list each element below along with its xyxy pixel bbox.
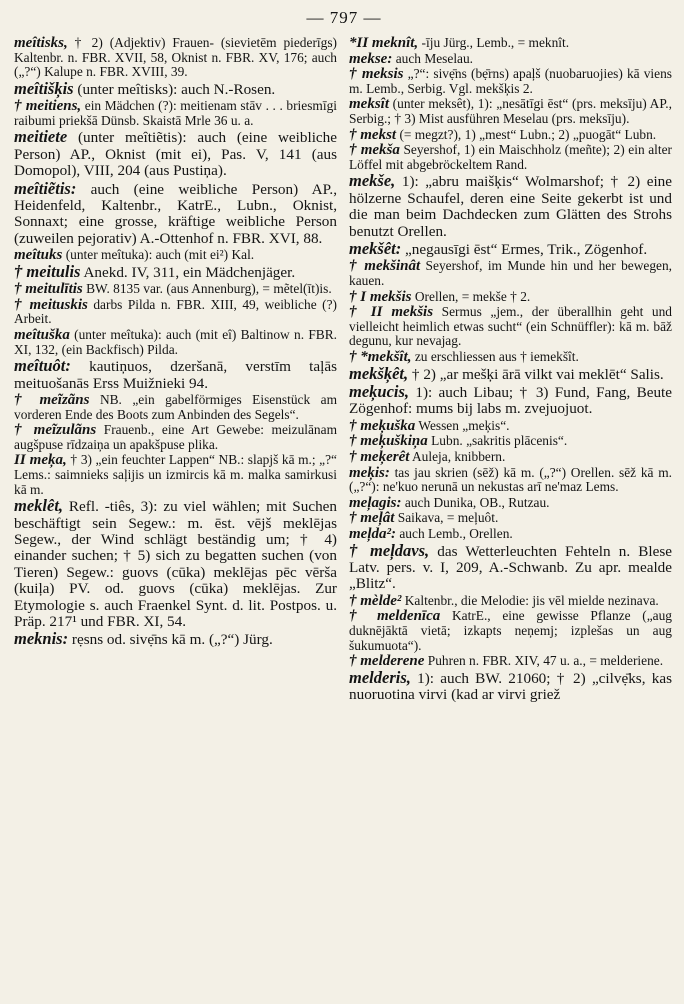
entry-headword: † *mekšît,	[349, 348, 412, 365]
entry-body: Refl. -tiês, 3): zu viel wählen; mit Suchen beschäftigt sein Segew.: m. ēst. vējš meklējas Segew., der Wind schlägt beständig um; † 4) einander suchen; † 5) sich zu begatten suchen (von Tieren) Segew.: guovs (cūka) meklējas pēc vērša (kuiļa) PV. od. guovs (cūka) meklējas. Zur Etymologie s. auch Fraenkel Synt. d. lit. Postpos. u. Präp. 217¹ und FBR. XI, 54.	[14, 498, 337, 630]
entry-headword: II meķa,	[14, 452, 67, 469]
entry-headword: † mèlde²	[349, 592, 402, 609]
entry-body: NB. „ein gabelförmiges Eisenstück am vorderen Ende des Boots zum Anbinden des Segels“.	[14, 392, 337, 422]
dictionary-entry	[14, 498, 337, 630]
entry-headword: † meitulis	[14, 261, 81, 281]
dictionary-entry	[349, 450, 672, 465]
entry-body: Frauenb., eine Art Gewebe: meizulānam augšpuse rīdzaiņa un apakšpuse plika.	[14, 422, 337, 452]
dictionary-entry	[14, 453, 337, 497]
entry-body: (unter meîtisks): auch N.-Rosen.	[77, 80, 276, 98]
entry-headword: melderis,	[349, 667, 411, 687]
entry-headword: meîtuôt:	[14, 356, 71, 376]
dictionary-entry	[349, 496, 672, 511]
dictionary-entry	[14, 423, 337, 452]
entry-body: KatrE., eine gewisse Pflanze („aug duknējāktā vietā; izkapts neņemj; izplešas un aug šukumuota“).	[349, 608, 672, 653]
dictionary-entry	[349, 527, 672, 542]
entry-headword: mekše,	[349, 171, 396, 191]
dictionary-entry	[349, 259, 672, 288]
entry-headword: meklêt,	[14, 496, 64, 516]
entry-body: Kaltenbr., die Melodie: jis vēl mielde nezinava.	[404, 592, 659, 608]
entry-body: Sermus „jem., der überallhin geht und vielleicht heimlich etwas sucht“ (ein Schnüffler): kā m. bāž degunu, kur nevajag.	[349, 304, 673, 349]
entry-body: † 2) (Adjektiv) Frauen- (sievietēm piederīgs) Kaltenbr. n. FBR. XVII, 58, Oknist n. FBR. XV, 176; auch („?“) Kalupe n. FBR. XVIII, 39.	[14, 35, 337, 80]
entry-headword: meitiete	[14, 127, 68, 147]
dictionary-entry	[349, 654, 672, 669]
entry-headword: † meķuškiņa	[349, 433, 428, 450]
dictionary-entry	[14, 358, 337, 392]
dictionary-entry	[349, 143, 672, 172]
entry-body: kautiņuos, dzeršanā, verstīm taļās meituošanās Erss Muižnieki 94.	[14, 358, 337, 392]
entry-headword: † II mekšis	[349, 304, 434, 321]
entry-body: BW. 8135 var. (aus Annenburg), = mẽtel(īt)is.	[86, 281, 332, 297]
entry-headword: mekšêt:	[349, 238, 402, 258]
entry-headword: meîtiẽtis:	[14, 178, 77, 198]
right-column	[349, 36, 672, 705]
dictionary-entry	[14, 178, 337, 248]
entry-headword: mekšķêt,	[349, 363, 409, 383]
dictionary-entry	[349, 466, 672, 495]
entry-body: -īju Jürg., Lemb., = meknît.	[421, 35, 570, 50]
dictionary-entry	[14, 328, 337, 357]
dictionary-entry	[14, 99, 337, 128]
entry-body: Anekd. IV, 311, ein Mädchenjäger.	[83, 263, 296, 281]
entry-headword: † I mekšis	[349, 288, 412, 305]
dictionary-entry	[349, 67, 672, 96]
entry-body: rẹsns od. sivẹ̄ns kā m. („?“) Jürg.	[71, 631, 273, 649]
dictionary-entry	[349, 511, 672, 526]
entry-headword: † melderene	[349, 653, 425, 670]
dictionary-entry	[349, 434, 672, 449]
entry-body: Seyershof, 1) ein Maischholz (meñte); 2) ein alter Löffel mit abgebröckeltem Rand.	[349, 142, 672, 172]
entry-body: † 3) „ein feuchter Lappen“ NB.: slapjš kā m.; „?“ Lems.: saimnieks saļijis un izmircis kā m. malka samirkusi kā m.	[14, 452, 337, 497]
entry-body: 1): auch BW. 21060; † 2) „cilvẹ̄ks, kas nuoruotina virvi (kad ar virvi griež	[349, 669, 672, 704]
dictionary-entry	[349, 594, 672, 609]
dictionary-entry	[349, 290, 672, 305]
entry-body: „?“: sivẹ̄ns (bẹ̄rns) apaļš (nuobaruojies) kā viens m. Lemb., Serbig. Vgl. mekšķis 2.	[349, 66, 672, 96]
dictionary-entry	[349, 381, 673, 418]
entry-body: Saikava, = meļuôt.	[397, 510, 499, 526]
entry-body: 1): auch Libau; † 3) Fund, Fang, Beute Zögenhof: mums bij labs m. zvejuojuot.	[349, 383, 673, 418]
entry-headword: † meķuška	[349, 417, 416, 434]
entry-headword: † meitulītis	[14, 281, 83, 298]
dictionary-entry	[14, 261, 337, 281]
entry-body: 1): „abru maišķis“ Wolmarshof; † 2) eine hölzerne Schaufel, deren eine Seite gekerbt ist und die man beim Dachdecken zum Glätten des Strohs benutzt Orellen.	[349, 173, 672, 240]
entry-headword: mekse:	[349, 50, 393, 67]
entry-body: das Wetterleuchten Fehteln n. Blese Latv. pers. v. I, 209, A.-Schwanb. Zu apr. mealde „Blitz“.	[349, 542, 673, 593]
entry-body: (= megzt?), 1) „mest“ Lubn.; 2) „puogāt“ Lubn.	[399, 126, 657, 142]
entry-body: darbs Pilda n. FBR. XIII, 49, weibliche (?) Arbeit.	[14, 296, 337, 327]
entry-headword: † mekšinât	[349, 258, 421, 275]
entry-headword: meksît	[349, 96, 389, 113]
dictionary-entry	[349, 52, 672, 67]
entry-headword: meķis:	[349, 464, 390, 481]
entry-body: tas jau skrien (sēž) kā m. („?“) Orellen. sēž kā m. („?“): ne'kuo nerunā un nekustas arī ne'maz Lems.	[349, 464, 672, 495]
dictionary-entry	[349, 97, 672, 126]
dictionary-entry	[349, 128, 672, 143]
dictionary-entry	[349, 363, 672, 383]
entry-body: zu erschliessen aus † iemekšît.	[414, 348, 579, 364]
entry-body: auch Dunika, OB., Rutzau.	[404, 494, 550, 510]
entry-headword: meļagis:	[349, 494, 402, 511]
page-number: — 797 —	[306, 8, 382, 27]
dictionary-entry	[349, 667, 672, 704]
dictionary-entry	[349, 36, 672, 51]
dictionary-entry	[349, 305, 672, 349]
dictionary-entry	[14, 78, 337, 98]
dictionary-entry	[14, 298, 337, 327]
dictionary-entry	[14, 631, 337, 648]
entry-body: (unter meîtiẽtis): auch (eine weibliche Person) AP., Oknist (mit ei), Pas. V, 141 (aus Domopol), VIII, 204 (aus Pustiņa).	[14, 129, 338, 180]
entry-body: Wessen „meķis“.	[418, 417, 510, 433]
entry-headword: † meĩzulãns	[14, 422, 97, 439]
entry-body: Orellen, = mekše † 2.	[414, 288, 531, 304]
entry-body: † 2) „ar mešķi ārā vilkt vai meklēt“ Salis.	[411, 365, 664, 383]
entry-body: Seyershof, im Munde hin und her bewegen, kauen.	[349, 258, 672, 288]
entry-headword: meķucis,	[349, 381, 410, 401]
entry-headword: † meķerêt	[349, 448, 410, 465]
entry-headword: meîtisks,	[14, 35, 68, 51]
entry-body: ein Mädchen (?): meitienam stāv . . . briesmīgi raibumi priekšā Dünsb. Skaistā Mrle 36 u. a.	[14, 98, 337, 128]
entry-headword: † meldenīca	[349, 608, 441, 625]
dictionary-entry	[349, 350, 672, 365]
entry-body: „negausīgi ēst“ Ermes, Trik., Zögenhof.	[405, 240, 648, 258]
entry-headword: *II meknît,	[349, 35, 419, 51]
entry-body: (unter meksêt), 1): „nesātīgi ēst“ (prs. meksīju) AP., Serbig.; † 3) Mist ausführen Meselau (prs. meksīju).	[349, 96, 672, 126]
entry-headword: meîtišķis	[14, 78, 74, 98]
entry-body: auch (eine weibliche Person) AP., Heidenfeld, Kaltenbr., KatrE., Lubn., Oknist, Sonnaxt; eine grosse, kräftige weibliche Person (zuweilen pejorativ) A.-Ottenhof n. FBR. XVI, 88.	[14, 180, 337, 247]
entry-headword: † meitiens,	[14, 98, 82, 115]
dictionary-entry	[349, 540, 673, 593]
entry-headword: † meĩzãns	[14, 392, 90, 408]
dictionary-entry	[14, 129, 337, 179]
entry-headword: † mekst	[349, 126, 397, 143]
entry-headword: meknis:	[14, 629, 69, 649]
entry-body: (unter meîtuka): auch (mit ei²) Kal.	[65, 247, 255, 263]
dictionary-entry	[349, 419, 672, 434]
entry-body: auch Lemb., Orellen.	[399, 525, 513, 541]
left-column	[14, 36, 337, 705]
entry-body: Lubn. „sakritis plācenis“.	[431, 433, 568, 449]
dictionary-entry	[14, 248, 337, 263]
entry-headword: † meļdavs,	[349, 540, 430, 560]
entry-headword: meļda²:	[349, 525, 396, 542]
entry-body: auch Meselau.	[395, 50, 474, 66]
dictionary-entry	[14, 36, 337, 80]
dictionary-entry	[349, 173, 672, 240]
entry-body: (unter meîtuka): auch (mit eî) Baltinow n. FBR. XI, 132, (ein Backfisch) Pilda.	[14, 327, 337, 357]
dictionary-entry	[14, 282, 337, 297]
entry-headword: meîtuks	[14, 247, 63, 264]
entry-headword: meîtuška	[14, 327, 70, 343]
entry-headword: † meituskis	[14, 296, 88, 313]
dictionary-entry	[14, 393, 337, 422]
entry-headword: † meļât	[349, 510, 395, 527]
entry-body: Auleja, knibbern.	[412, 448, 506, 464]
dictionary-entry	[349, 238, 672, 258]
entry-headword: † mekša	[349, 142, 400, 159]
entry-body: Puhren n. FBR. XIV, 47 u. a., = melderiene.	[427, 653, 664, 669]
columns	[14, 36, 674, 705]
entry-headword: † meksis	[349, 66, 404, 83]
dictionary-entry	[349, 609, 672, 653]
